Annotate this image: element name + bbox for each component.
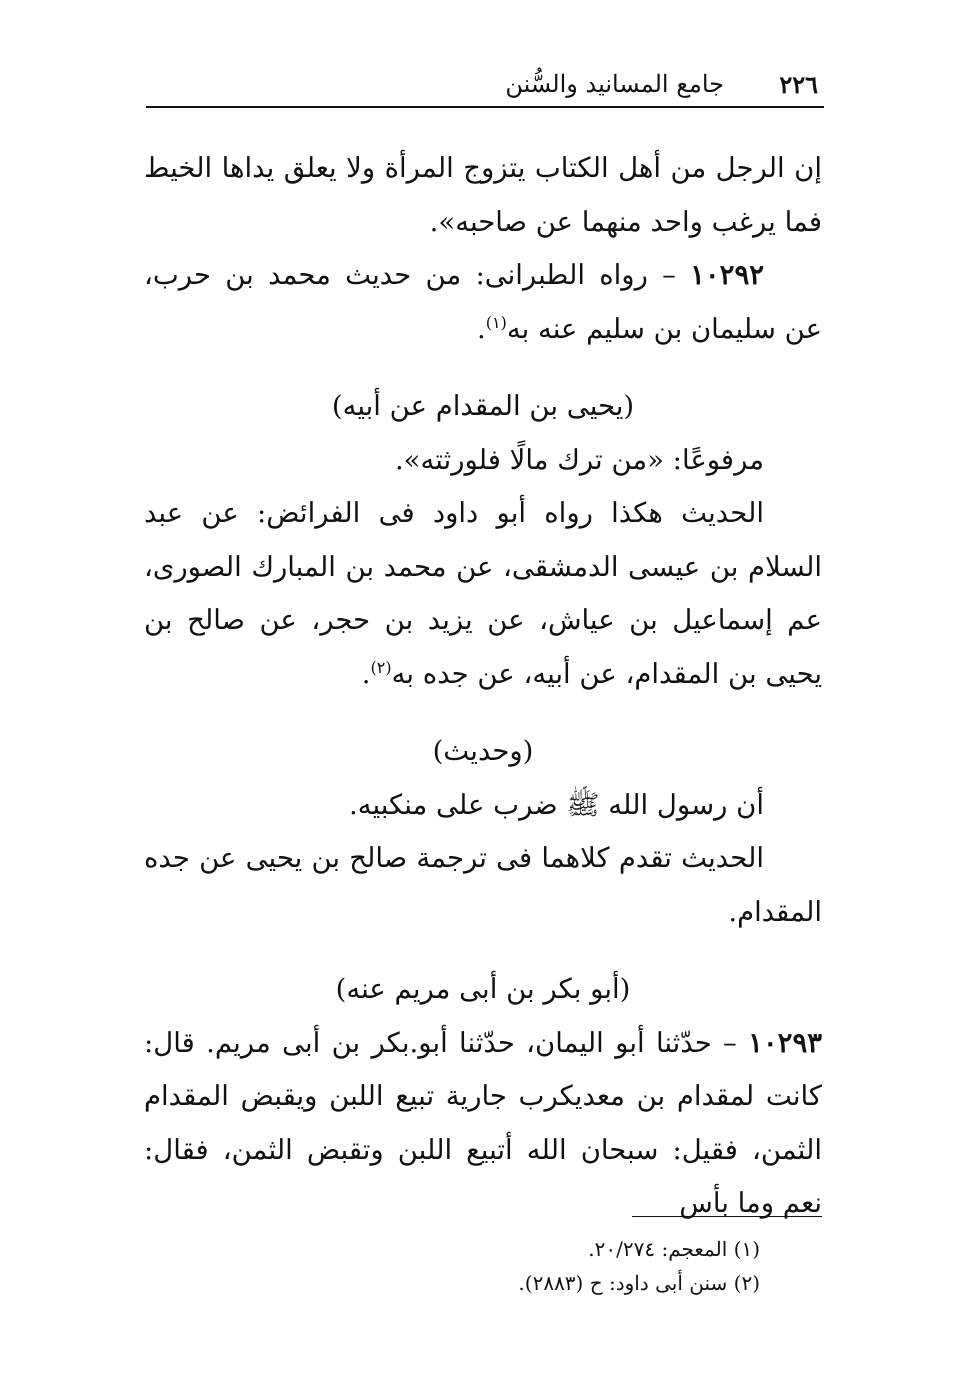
running-title: جامع المسانيد والسُّنن [505,70,724,98]
section-heading-yahya: (يحيى بن المقدام عن أبيه) [331,390,635,422]
hadith-note: الحديث تقدم كلاهما فى ترجمة صالح بن يحيى عن جده المقدام. [144,842,822,928]
hadith-text: – رواه الطبرانى: من حديث محمد بن حرب، عن سليمان بن سليم عنه به [144,259,822,345]
section-heading-abubakr: (أبو بكر بن أبى مريم عنه) [335,973,631,1005]
footnote-2: (٢) سنن أبى داود: ح (٢٨٨٣). [518,1271,760,1295]
hadith-text: – حدّثنا أبو اليمان، حدّثنا أبو.بكر بن أبى مريم. قال: كانت لمقدام بن معديكرب جارية تبيع اللبن ويقبض المقدام الثمن، فقيل: سبحان الله أتبيع اللبن وتقبض الثمن، فقال: نعم وما بأس [144,1026,822,1219]
footnote-divider [632,1216,822,1217]
hadith-number: ١٠٢٩٣ [748,1026,822,1059]
section-heading-wahadith: (وحديث) [432,735,534,767]
hadith-entry-10293 [144,1017,822,1231]
footnotes [300,1232,760,1300]
page-header [150,66,822,106]
hadith-commentary [144,487,822,701]
marfu-statement: مرفوعًا: «من ترك مالًا فلورثته». [394,443,764,476]
footnote-ref-2[interactable]: (٢) [370,657,392,677]
main-text [144,142,822,1231]
hadith-number: ١٠٢٩٢ [690,259,764,291]
commentary-text: الحديث هكذا رواه أبو داود فى الفرائض: عن عبد السلام بن عيسى الدمشقى، عن محمد بن المبارك الصورى، عم إسماعيل بن عياش، عن يزيد بن حجر، عن صالح بن يحيى بن المقدام، عن أبيه، عن جده به [144,497,822,690]
hadith-statement: أن رسول الله ﷺ ضرب على منكبيه. [348,788,764,821]
sentence-end: . [361,657,371,690]
footnote-ref-1[interactable]: (١) [485,312,507,332]
paragraph-continuation: إن الرجل من أهل الكتاب يتزوج المرأة ولا يعلق يداها الخيط فما يرغب واحد منهما عن صاحبه». [144,152,822,238]
hadith-entry-10292 [144,249,822,356]
page-number: ٢٢٦ [779,70,818,99]
sentence-end: . [477,312,486,345]
header-divider [146,106,824,108]
footnote-1: (١) المعجم: ٢٠/٢٧٤. [588,1237,760,1261]
